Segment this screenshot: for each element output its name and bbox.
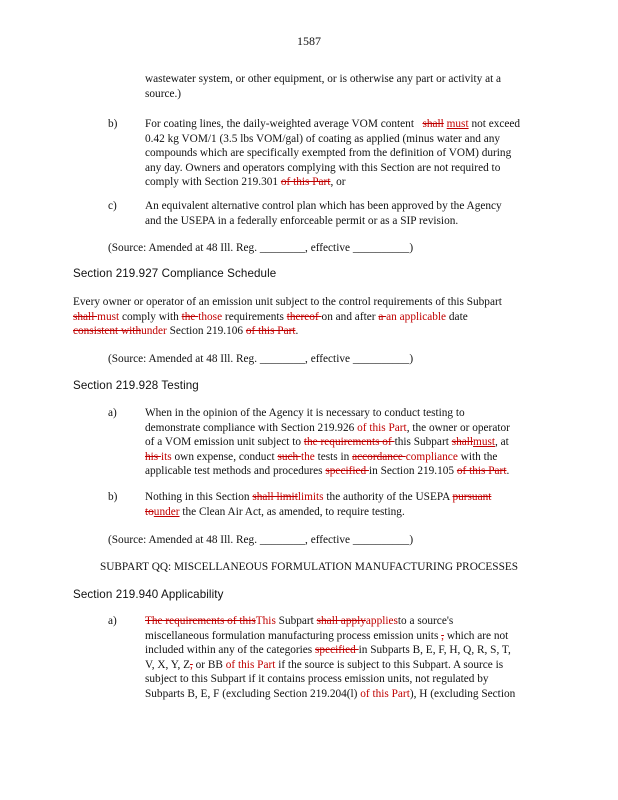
item-label: a) (108, 615, 117, 627)
deleted-text: specified (325, 465, 369, 478)
text-line: source.) (145, 87, 182, 100)
text-line (145, 614, 515, 629)
applicability-item-a (145, 614, 515, 702)
item-label: b) (108, 118, 118, 130)
deleted-text: accordance (352, 450, 406, 463)
inserted-text: its (161, 450, 172, 463)
text-run: ), H (excluding Section (409, 687, 516, 700)
testing-item-b (145, 490, 491, 519)
blank: ________ (259, 242, 306, 254)
inserted-text: an applicable (386, 310, 447, 323)
deleted-text: thereof (286, 310, 322, 323)
text-line (145, 421, 510, 436)
text-line (73, 310, 502, 325)
text-line (145, 117, 520, 132)
deleted-text: , (441, 629, 444, 642)
text-run: requirements (222, 310, 287, 323)
text-run: miscellaneous formulation manufacturing process emission units (145, 629, 442, 642)
text-run: ) (409, 242, 414, 254)
deleted-text: such (277, 450, 301, 463)
inserted-text: limits (297, 491, 324, 503)
text-run: Section 219.106 (166, 325, 246, 338)
deleted-text: shall (73, 310, 98, 323)
item-label: c) (108, 200, 117, 212)
item-label: b) (108, 491, 118, 503)
text-line (145, 505, 491, 520)
deleted-text: consistent with (73, 325, 142, 338)
text-run: (Source: Amended at 48 Ill. Reg. (108, 242, 260, 254)
text-run: . (506, 465, 510, 478)
section-heading: Section 219.927 Compliance Schedule (73, 267, 277, 280)
blank: __________ (352, 242, 410, 254)
deleted-text: of this Part (280, 176, 331, 189)
text-line: any day. Owners and operators complying with this Section are not required to (145, 161, 501, 174)
text-run: in Section 219.105 (369, 465, 457, 478)
blank: ________ (259, 534, 306, 546)
text-line: compounds which are specifically exempted from the definition of VOM) during (145, 147, 512, 160)
text-run: to a source's (397, 615, 454, 627)
inserted-text: the (300, 450, 315, 463)
section-heading: Section 219.928 Testing (73, 379, 199, 392)
text-run: , the owner or operator (406, 421, 510, 434)
text-run: not exceed (471, 118, 521, 130)
text-line (145, 450, 510, 465)
text-line (73, 324, 502, 339)
deleted-text: of this Part (456, 465, 507, 478)
text-run: V, X, Y, Z (145, 658, 190, 671)
text-run: . (295, 325, 299, 338)
text-run: of a VOM emission unit subject to (145, 436, 304, 449)
text-run: which are not (444, 629, 509, 642)
text-run: For coating lines, the daily-weighted average VOM content (145, 118, 414, 130)
inserted-text: of this Part (357, 421, 407, 434)
inserted-text: applies (365, 615, 398, 627)
text-line: wastewater system, or other equipment, or is otherwise any part or activity at a (145, 73, 502, 85)
inserted-text: must (473, 436, 496, 449)
text-line (145, 435, 510, 450)
text-run: tests in (314, 450, 353, 463)
deleted-text: specified (315, 644, 359, 657)
deleted-text: the requirements of (303, 436, 395, 449)
deleted-text: The requirements of this (145, 615, 256, 627)
text-line (145, 490, 491, 505)
blank: __________ (352, 534, 410, 546)
text-run: applicable test methods and procedures (145, 465, 326, 478)
text-line (145, 175, 520, 190)
text-run: included within any of the categories (145, 644, 316, 657)
deleted-text: , (190, 658, 193, 671)
deleted-text: shall apply (316, 615, 366, 627)
text-run: ) (409, 534, 414, 546)
text-line (145, 658, 515, 673)
text-run: Subpart (275, 615, 317, 627)
text-line: 0.42 kg VOM/1 (3.5 lbs VOM/gal) of coating as applied (minus water and any (145, 132, 501, 145)
deleted-text: the (181, 310, 199, 323)
deleted-text: pursuant (452, 491, 492, 503)
item-b-paragraph (145, 117, 520, 190)
source-note (108, 533, 413, 548)
text-run: , or (330, 176, 346, 189)
text-run: own expense, conduct (171, 450, 278, 463)
source-note (108, 352, 413, 367)
text-run: , at (495, 436, 509, 449)
text-run: (Source: Amended at 48 Ill. Reg. (108, 534, 260, 546)
testing-item-a (145, 406, 510, 479)
section-heading: Section 219.940 Applicability (73, 588, 224, 601)
item-c-paragraph (145, 199, 502, 228)
text-run: the authority of the USEPA (323, 491, 453, 503)
text-run: comply with Section 219.301 (145, 176, 279, 189)
inserted-text: must (97, 310, 120, 323)
text-line: Every owner or operator of an emission unit subject to the control requirements of this Subpart (73, 296, 502, 308)
blank: ________ (259, 353, 306, 365)
text-line (145, 464, 510, 479)
page-number: 1587 (297, 34, 321, 48)
deleted-text: a (378, 310, 387, 323)
inserted-text: compliance (405, 450, 458, 463)
text-run: date (446, 310, 468, 323)
inserted-text: of this Part (225, 658, 276, 671)
text-run: or BB (192, 658, 226, 671)
text-run: the Clean Air Act, as amended, to require testing. (179, 505, 405, 518)
text-run: ) (409, 353, 414, 365)
text-line (145, 629, 515, 644)
text-line (145, 687, 515, 702)
text-run: Nothing in this Section (145, 491, 253, 503)
inserted-text: This (255, 615, 276, 627)
text-run: in Subparts B, E, F, H, Q, R, S, T, (358, 644, 511, 657)
section-219927-paragraph (73, 295, 502, 339)
text-run: this Subpart (394, 436, 452, 449)
text-run: , effective (305, 353, 353, 365)
inserted-text: those (198, 310, 223, 323)
item-label: a) (108, 407, 117, 419)
text-run: (Source: Amended at 48 Ill. Reg. (108, 353, 260, 365)
inserted-text: under (153, 505, 180, 518)
text-run: on and after (321, 310, 379, 323)
text-run: , effective (305, 242, 353, 254)
text-run: with the (457, 450, 498, 463)
source-note (108, 241, 413, 256)
text-run: Subparts B, E, F (excluding Section 219.204(l) (145, 687, 361, 700)
text-line: subject to this Subpart if it contains process emission units, not regulated by (145, 673, 489, 686)
inserted-text: of this Part (360, 687, 410, 700)
text-run: if the source is subject to this Subpart. A source is (275, 658, 504, 671)
blank: __________ (352, 353, 410, 365)
text-line: An equivalent alternative control plan which has been approved by the Agency (145, 200, 502, 212)
deleted-text: his (145, 450, 162, 463)
deleted-text: shall (422, 118, 444, 130)
subpart-title: SUBPART QQ: MISCELLANEOUS FORMULATION MANUFACTURING PROCESSES (99, 561, 519, 573)
deleted-text: to (145, 505, 154, 518)
text-run: comply with (119, 310, 182, 323)
text-line (145, 643, 515, 658)
text-line: and the USEPA in a federally enforceable permit or as a SIP revision. (145, 214, 459, 227)
text-run: demonstrate compliance with Section 219.926 (145, 421, 358, 434)
inserted-text: must (446, 118, 469, 130)
inserted-text: under (141, 325, 167, 338)
text-run: , effective (305, 534, 353, 546)
deleted-text: of this Part (245, 325, 296, 338)
continuation-paragraph (145, 72, 501, 101)
deleted-text: shall (451, 436, 474, 449)
deleted-text: shall limit (252, 491, 298, 503)
text-line: When in the opinion of the Agency it is necessary to conduct testing to (145, 407, 465, 419)
